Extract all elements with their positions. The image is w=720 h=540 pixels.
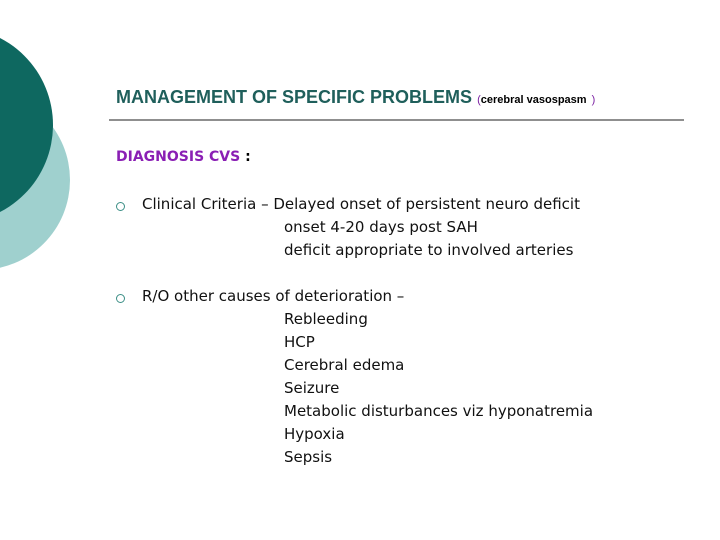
title-row [116,87,686,108]
heading-colon: : [245,149,251,165]
sub-line: Metabolic disturbances viz hyponatremia [284,402,594,420]
title-divider [109,119,684,121]
hollow-circle-bullet-icon [116,202,125,211]
bullet-text: R/O other causes of deterioration – [142,287,405,305]
sub-line: Hypoxia [284,425,345,443]
sub-line: deficit appropriate to involved arteries [284,241,574,259]
hollow-circle-bullet-icon [116,294,125,303]
sub-line: onset 4-20 days post SAH [284,218,478,236]
sub-line: Sepsis [284,448,333,466]
slide-subtitle: cerebral vasospasm [480,94,587,106]
slide-title: MANAGEMENT OF SPECIFIC PROBLEMS [116,87,473,107]
heading-text: DIAGNOSIS CVS [116,149,241,165]
subtitle-close-paren: ) [591,94,596,106]
bullet-text: Clinical Criteria – Delayed onset of persistent neuro deficit [142,195,580,213]
sub-line: HCP [284,333,315,351]
sub-line: Rebleeding [284,310,368,328]
sub-line: Cerebral edema [284,356,405,374]
section-heading [116,149,251,165]
subtitle-open-paren: ( [477,94,481,106]
decorative-circles [0,0,120,300]
sub-line: Seizure [284,379,340,397]
